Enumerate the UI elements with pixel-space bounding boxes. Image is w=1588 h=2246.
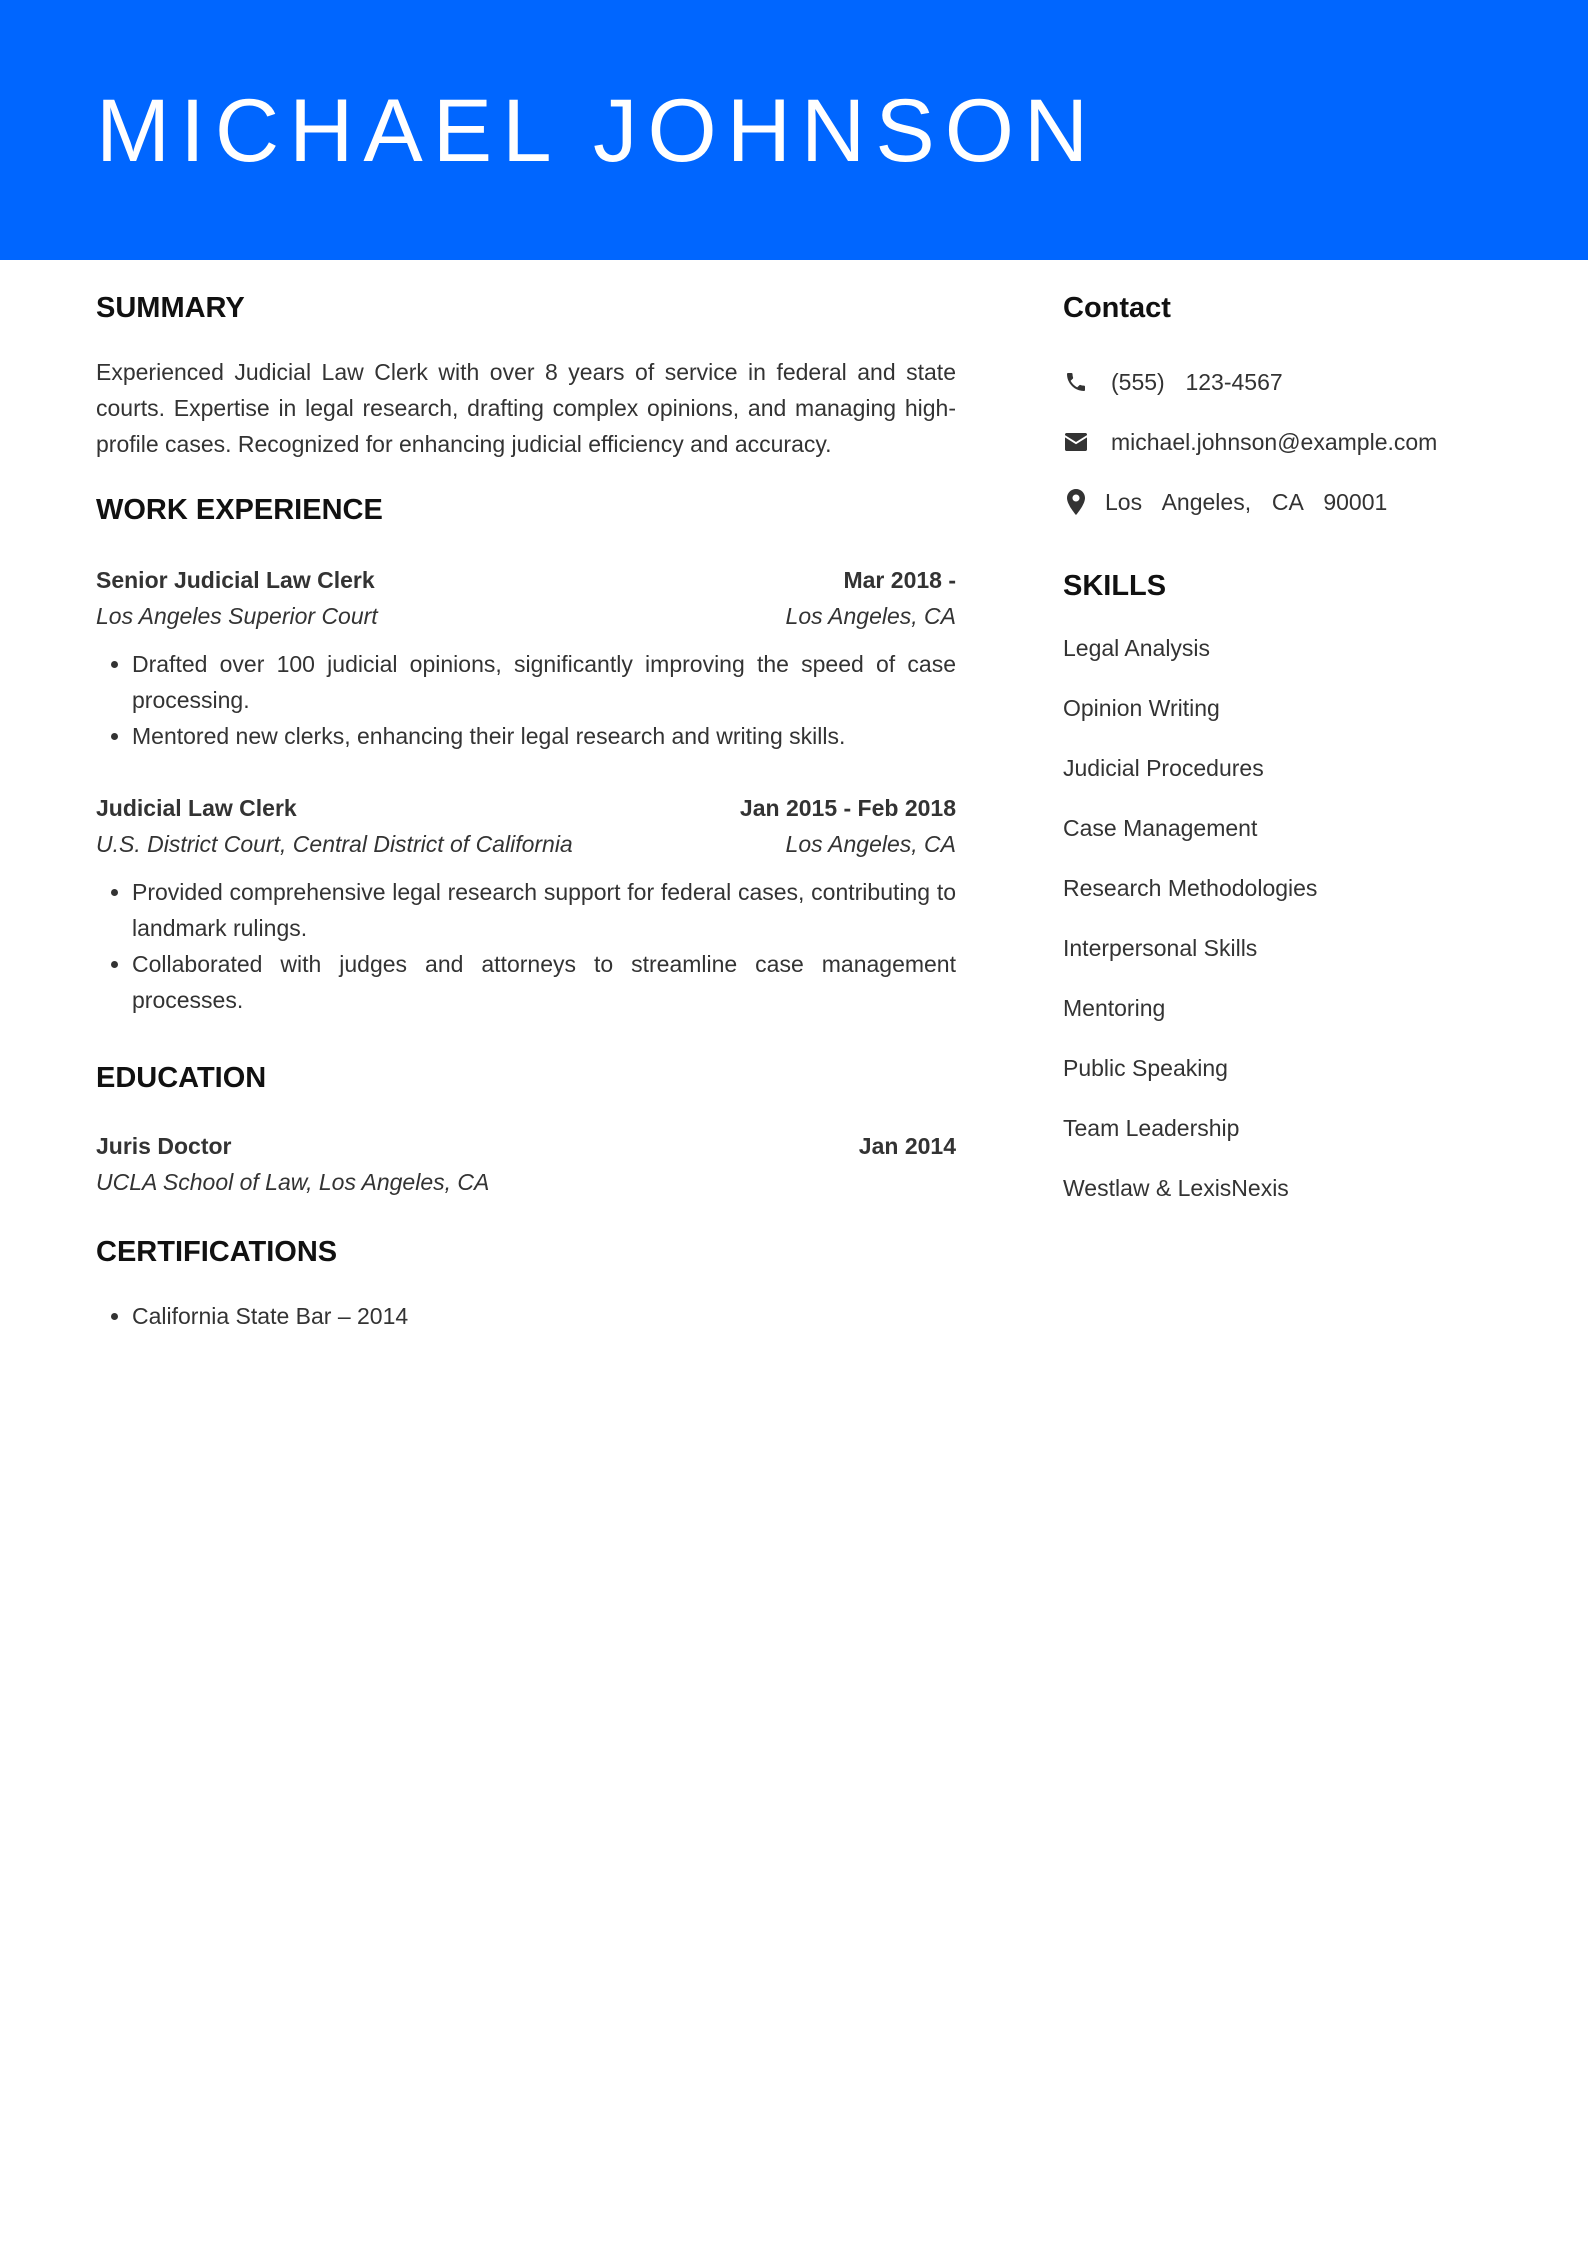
contact-section [1063,290,1523,520]
education-school: UCLA School of Law, Los Angeles, CA [96,1169,490,1195]
job-title: Senior Judicial Law Clerk [96,567,375,593]
skill-item: Opinion Writing [1063,695,1220,721]
map-marker-icon [1063,489,1089,515]
skill-item: Westlaw & LexisNexis [1063,1175,1289,1201]
job-entry [96,790,956,1018]
education-degree: Juris Doctor [96,1133,232,1159]
certification-item: • California State Bar – 2014 [132,1298,956,1334]
skill-item: Legal Analysis [1063,635,1211,661]
experience-heading: WORK EXPERIENCE [96,494,383,526]
experience-section [96,492,956,1018]
education-section [96,1060,956,1200]
job-location: Los Angeles, CA [785,603,956,629]
phone-icon [1063,369,1089,395]
skill-item: Team Leadership [1063,1115,1240,1141]
candidate-name: MICHAEL JOHNSON [96,80,1099,180]
certifications-heading: CERTIFICATIONS [96,1236,338,1268]
education-heading: EDUCATION [96,1062,267,1094]
contact-location-text: Los Angeles, CA 90001 [1105,488,1388,515]
skill-item: Research Methodologies [1063,875,1318,901]
sidebar [1063,290,1523,1230]
skill-item: Case Management [1063,815,1258,841]
contact-phone-text: (555) 123-4567 [1111,368,1283,395]
skill-item: Judicial Procedures [1063,755,1264,781]
contact-heading: Contact [1063,292,1171,324]
certifications-list [96,1298,956,1334]
job-dates: Mar 2018 - [843,567,956,593]
job-dates: Jan 2015 - Feb 2018 [739,795,956,821]
skill-item: Public Speaking [1063,1055,1228,1081]
job-title: Judicial Law Clerk [96,795,297,821]
summary-heading: SUMMARY [96,292,245,324]
job-bullets [96,874,956,1018]
education-date: Jan 2014 [858,1133,956,1159]
header-banner [0,0,1588,260]
skills-section [1063,568,1523,1206]
skill-item: Interpersonal Skills [1063,935,1258,961]
contact-phone [1063,364,1523,400]
job-organization: U.S. District Court, Central District of California [96,831,573,857]
job-entry [96,562,956,754]
contact-location [1063,484,1523,520]
skills-list [1063,630,1523,1206]
job-bullet: • Provided comprehensive legal research support for federal cases, contributing to landmark rulings. [132,874,956,946]
contact-email-text: michael.johnson@example.com [1111,428,1438,455]
skills-heading: SKILLS [1063,570,1167,602]
job-location: Los Angeles, CA [785,831,956,857]
skill-item: Mentoring [1063,995,1166,1021]
job-bullets [96,646,956,754]
certifications-section [96,1234,956,1334]
contact-email [1063,424,1523,460]
job-bullet: • Mentored new clerks, enhancing their legal research and writing skills. [132,718,956,754]
envelope-icon [1063,429,1089,455]
job-bullet: • Collaborated with judges and attorneys to streamline case management processes. [132,946,956,1018]
summary-text: Experienced Judicial Law Clerk with over 8 years of service in federal and state courts. Expertise in legal research, drafting complex opinions, and managing high-profile cases. Recognized for enhancing judicial efficiency and accuracy. [96,359,956,457]
summary-section [96,290,956,462]
job-bullet: • Drafted over 100 judicial opinions, significantly improving the speed of case processing. [132,646,956,718]
main-column [96,290,956,1334]
job-organization: Los Angeles Superior Court [96,603,378,629]
